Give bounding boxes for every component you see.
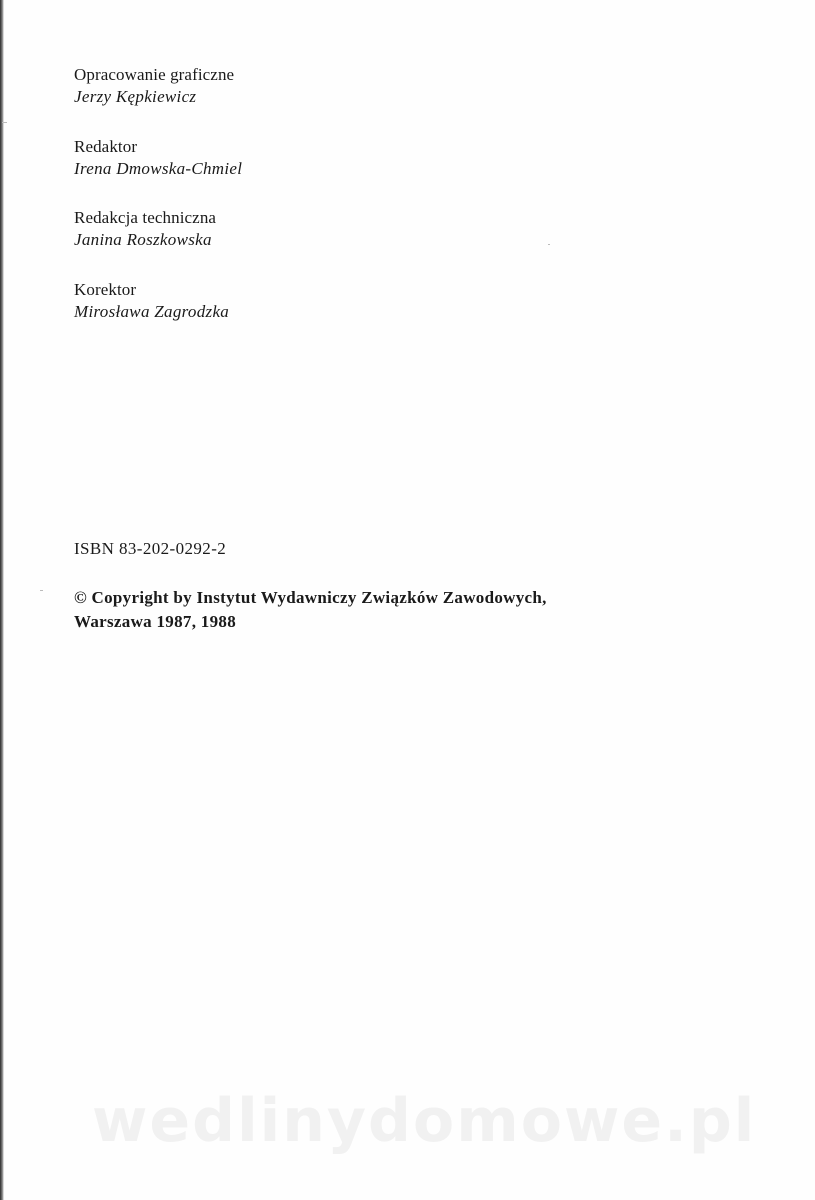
scan-speck xyxy=(548,244,550,245)
credit-graphic-design xyxy=(74,64,234,108)
scan-speck xyxy=(2,122,7,123)
credit-name: Jerzy Kępkiewicz xyxy=(74,87,197,106)
scan-speck xyxy=(40,590,43,591)
credit-name: Irena Dmowska-Chmiel xyxy=(74,159,243,178)
credit-technical-editing xyxy=(74,207,216,251)
copyright-line-2: Warszawa 1987, 1988 xyxy=(74,612,236,631)
credit-editor xyxy=(74,136,242,180)
credit-proofreader xyxy=(74,279,229,323)
isbn-number: ISBN 83-202-0292-2 xyxy=(74,539,227,558)
credit-role: Redaktor xyxy=(74,137,138,156)
credit-name: Mirosława Zagrodzka xyxy=(74,302,230,321)
page-binding-edge xyxy=(0,0,4,1200)
copyright-line-1: © Copyright by Instytut Wydawniczy Związków Zawodowych, xyxy=(74,588,547,607)
credit-role: Opracowanie graficzne xyxy=(74,65,235,84)
credit-name: Janina Roszkowska xyxy=(74,230,212,249)
copyright-notice xyxy=(74,586,547,634)
credit-role: Korektor xyxy=(74,280,137,299)
credit-role: Redakcja techniczna xyxy=(74,208,217,227)
watermark-text: wedlinydomowe.pl xyxy=(92,1086,757,1156)
